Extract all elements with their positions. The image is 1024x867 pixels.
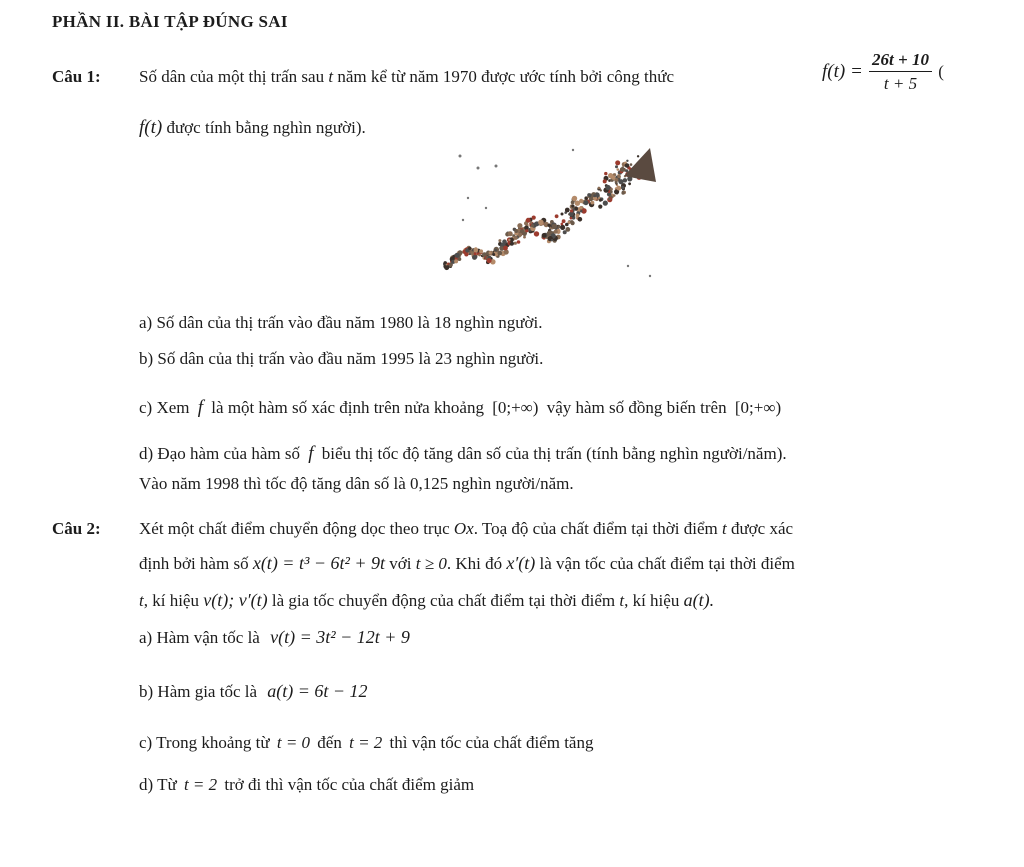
q1-formula [822,50,944,94]
crowd-figure [613,194,616,197]
crowd-figure [532,216,536,220]
crowd-arrow-illustration [438,138,678,294]
crowd-figure [531,224,534,227]
q2-line2-text4: là vận tốc của chất điểm tại thời điểm [539,554,795,573]
crowd-figure [618,179,623,184]
crowd-figure [565,208,570,213]
q1-formula-tail: ( [938,62,944,81]
q1-option-c-p2: là một hàm số xác định trên nửa khoảng [211,398,484,417]
crowd-figure [620,167,625,172]
crowd-figure [579,206,582,209]
crowd-figure [603,201,608,206]
crowd-figure [565,223,569,227]
crowd-figure [498,239,501,242]
q2-option-c-m2: t = 2 [349,733,383,752]
crowd-figure [598,187,601,190]
crowd-figure [570,220,574,224]
crowd-figure [458,257,462,261]
q2-option-a [139,627,410,648]
q1-intro-text: Số dân của một thị trấn sau [139,67,325,86]
q2-line2 [139,553,795,574]
crowd-figure [599,199,602,202]
crowd-figure [605,185,610,190]
crowd-figure [464,252,468,256]
crowd-figure [525,229,528,232]
crowd-figure [615,181,618,184]
crowd-figure [514,229,518,233]
q2-line3-var2: t [619,591,625,610]
q2-option-a-math: v(t) = 3t² − 12t + 9 [270,627,410,647]
crowd-figure [571,205,574,208]
q2-line2-text3: . Khi đó [446,554,503,573]
crowd-figure [562,219,566,223]
crowd-figure [555,214,559,218]
crowd-figure [578,217,583,222]
q1-line2 [139,117,366,139]
q2-line2-condition: t ≥ 0 [415,554,447,573]
crowd-figure [576,214,580,218]
q1-intro-var: t [328,67,334,86]
population-growth-arrow-image [438,138,678,294]
crowd-figure [542,233,547,238]
crowd-figure [487,258,492,263]
crowd-figure [479,249,483,253]
crowd-figure [621,186,625,190]
crowd-figure [523,236,526,239]
q2-option-c [139,733,593,753]
q2-option-c-text1: c) Trong khoảng từ [139,733,270,752]
crowd-figure [561,223,564,226]
crowd-figure [547,224,550,227]
q2-line3 [139,590,714,611]
crowd-figure [489,251,492,254]
q2-label: Câu 2: [52,519,101,538]
crowd-figure [615,160,620,165]
q1-option-c-m1: f [197,397,204,418]
crowd-figure [579,199,583,203]
q1-option-c [139,397,781,419]
q2-option-b [139,681,368,702]
q1-option-c-p1: c) Xem [139,398,190,417]
q2-option-c-text2: đến [317,733,342,752]
crowd-dots [443,155,647,270]
crowd-figure [565,227,570,232]
q1-option-a: a) Số dân của thị trấn vào đầu năm 1980 là 18 nghìn người. [139,313,543,332]
crowd-figure [478,254,481,257]
crowd-figure [530,221,533,224]
crowd-figure [494,249,497,252]
q2-option-d-m1: t = 2 [183,775,218,794]
crowd-figure [474,252,477,255]
q1-formula-denominator: t + 5 [883,74,918,93]
crowd-figure [593,194,596,197]
crowd-figure [514,236,518,240]
q1-intro-line [139,67,674,87]
q2-option-b-text: b) Hàm gia tốc là [139,682,258,701]
q2-line3-text3: , kí hiệu [624,591,680,610]
q1-line2-math: f(t) [139,117,163,138]
q2-line2-function: x(t) = t³ − 6t² + 9t [252,553,386,573]
crowd-figure [508,231,513,236]
q2-option-c-m1: t = 0 [276,733,311,752]
q1-formula-fraction [869,50,932,94]
crowd-figure [444,261,447,264]
q2-option-d [139,775,474,795]
crowd-figure [583,200,588,205]
q2-line1 [139,519,793,539]
q1-option-c-m2: [0;+∞) [492,398,539,417]
q1-option-d-p1: d) Đạo hàm của hàm số [139,444,300,463]
crowd-figure [625,163,630,168]
crowd-figure [603,179,607,183]
crowd-figure [514,242,517,245]
q2-line2-derivative: x′(t) [506,553,536,573]
q2-option-b-math: a(t) = 6t − 12 [267,681,368,701]
q1-option-d-p2: biểu thị tốc độ tăng dân số của thị trấn (tính bằng nghìn người/năm). [321,444,787,463]
crowd-figure [455,253,460,258]
q2-line1-text3: được xác [730,519,794,538]
crowd-figure [447,263,449,265]
q1-option-d-m1: f [308,443,314,464]
crowd-figure [610,188,613,191]
crowd-figure [520,229,524,233]
crowd-figure [637,155,639,157]
q1-formula-lhs: f(t) = [822,61,863,82]
crowd-figure [628,182,631,185]
crowd-figure [615,165,618,168]
crowd-figure [616,186,621,191]
q2-line1-text: Xét một chất điểm chuyển động dọc theo trục [139,519,450,538]
q1-option-c-p3: vậy hàm số đồng biến trên [546,398,727,417]
q2-line1-axis: Ox [453,519,474,538]
q2-line3-acceleration: a(t). [683,590,715,610]
crowd-figure [617,168,620,171]
q1-intro-mid: năm kể từ năm 1970 được ước tính bởi công thức [337,67,675,86]
q1-option-d-line2: Vào năm 1998 thì tốc độ tăng dân số là 0,125 nghìn người/năm. [139,474,574,493]
crowd-figure [551,239,553,241]
q1-option-c-m3: [0;+∞) [734,398,782,417]
q2-line1-var: t [721,519,727,538]
crowd-figure [561,213,564,216]
crowd-figure [517,223,522,228]
crowd-figure [508,239,510,241]
crowd-figure [626,160,628,162]
q2-line3-velocity: v(t); v′(t) [203,590,268,610]
crowd-figure [497,251,502,256]
crowd-figure [517,240,521,244]
q2-line3-var: t [139,591,144,610]
q1-option-b: b) Số dân của thị trấn vào đầu năm 1995 là 23 nghìn người. [139,349,544,368]
crowd-figure [503,246,508,251]
crowd-figure [492,253,495,256]
crowd-figure [560,225,565,230]
crowd-figure [572,196,577,201]
crowd-figure [534,231,539,236]
crowd-figure [554,230,558,234]
crowd-figure [570,209,573,212]
crowd-figure [608,198,611,201]
q1-formula-numerator: 26t + 10 [869,50,932,72]
crowd-figure [474,255,478,259]
q2-line2-text2: với [389,554,412,573]
q2-option-c-text3: thì vận tốc của chất điểm tăng [389,733,594,752]
section-title: PHẦN II. BÀI TẬP ĐÚNG SAI [52,12,288,31]
crowd-figure [610,190,613,193]
crowd-figure [552,224,557,229]
crowd-figure [604,172,607,175]
crowd-figure [444,265,449,270]
q2-line1-text2: . Toạ độ của chất điểm tại thời điểm [473,519,718,538]
q2-line3-text: , kí hiệu [143,591,199,610]
crowd-figure [580,210,583,213]
q2-option-a-text: a) Hàm vận tốc là [139,628,260,647]
crowd-figure [621,191,624,194]
crowd-figure [526,218,531,223]
q2-option-d-text2: trở đi thì vận tốc của chất điểm giảm [224,775,475,794]
crowd-figure [611,175,615,179]
crowd-figure [557,225,560,228]
crowd-figure [454,259,458,263]
crowd-figure [474,248,478,252]
crowd-figure [570,217,573,220]
crowd-figure [468,247,471,250]
q2-option-d-text1: d) Từ [139,775,177,794]
crowd-figure [617,175,621,179]
q1-label: Câu 1: [52,67,101,86]
crowd-figure [598,205,602,209]
q2-line2-text: định bởi hàm số [139,554,249,573]
crowd-figure [630,163,633,166]
q1-option-d [139,443,787,465]
q2-line3-text2: là gia tốc chuyển động của chất điểm tại thời điểm [271,591,616,610]
crowd-figure [538,220,544,226]
q1-line2-text: được tính bằng nghìn người). [166,118,366,137]
